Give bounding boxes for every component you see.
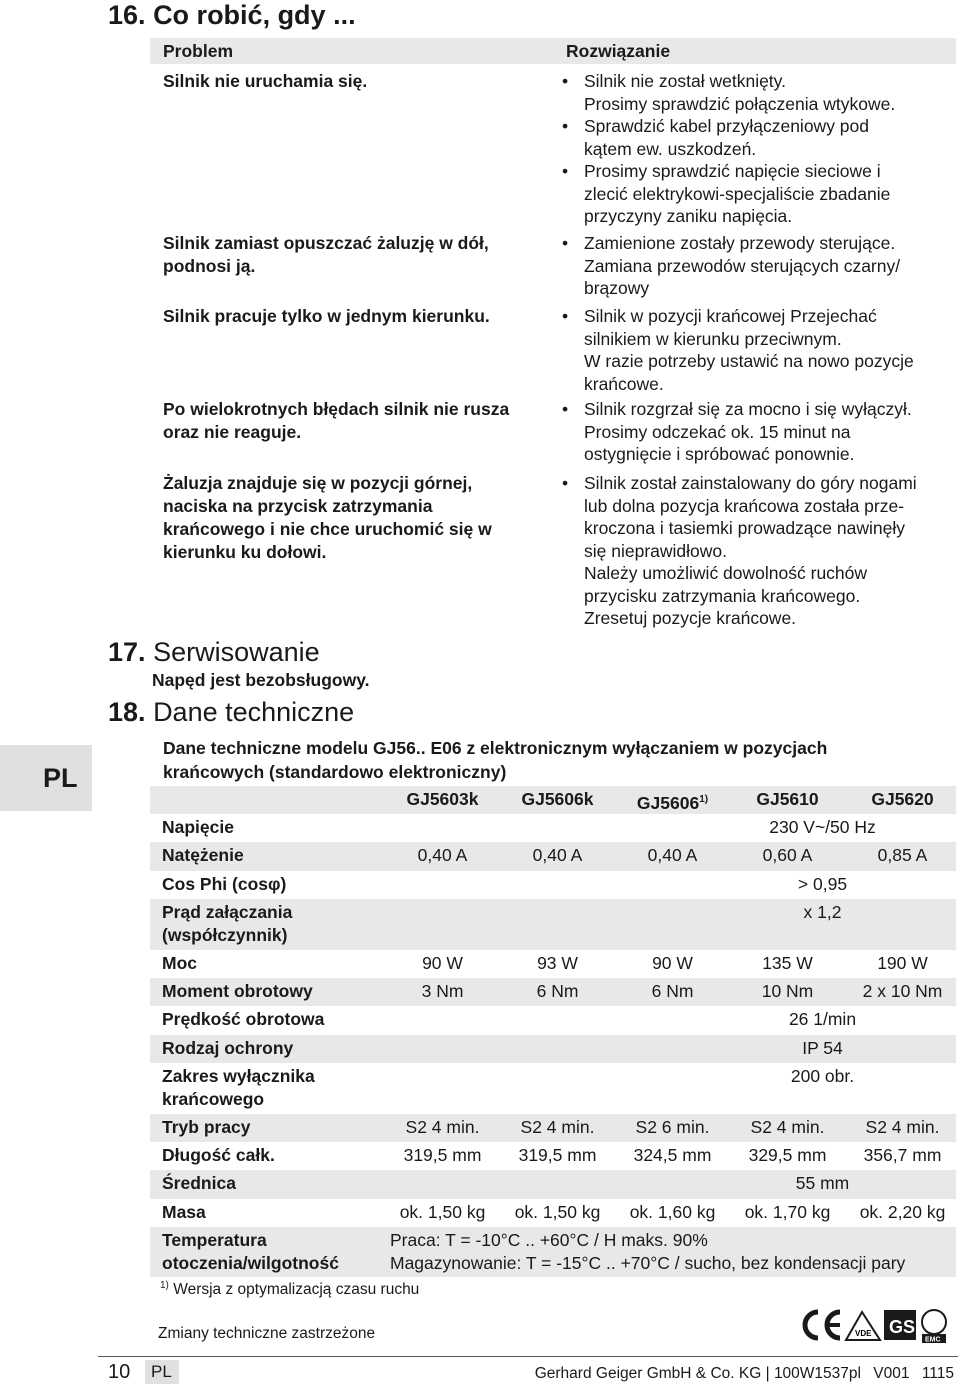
model-header	[730, 788, 845, 811]
footer-sep: |	[765, 1365, 774, 1382]
emc-text: EMC	[925, 1336, 941, 1344]
tech-cell: 135 W	[762, 953, 813, 973]
tech-cell: 6 Nm	[536, 981, 579, 1001]
changes-note: Zmiany techniczne zastrzeżone	[158, 1325, 376, 1342]
side-tab-label: PL	[43, 763, 78, 793]
solution-bullet-line: • Silnik został zainstalowany do góry nogami	[562, 472, 917, 495]
tech-label-line: Moc	[162, 953, 197, 973]
gs-logo	[884, 1310, 916, 1340]
maintenance-text: Napęd jest bezobsługowy.	[152, 670, 370, 690]
tech-row-label	[162, 1037, 293, 1060]
tech-cell: 356,7 mm	[863, 1145, 942, 1165]
tech-cell: 93 W	[537, 953, 578, 973]
tech-label-line: Moment obrotowy	[162, 981, 313, 1001]
vde-logo	[846, 1312, 880, 1340]
tech-span-cell: 55 mm	[795, 1173, 850, 1193]
problem-cell	[163, 398, 509, 444]
tech-cell: ok. 1,70 kg	[744, 1202, 831, 1222]
problem-line: Silnik pracuje tylko w jednym kierunku.	[163, 306, 490, 326]
problem-cell	[163, 472, 492, 564]
solution-bullet-line: • Silnik nie został wetknięty.	[562, 70, 895, 93]
section-number: 16.	[108, 0, 146, 30]
solution-line: Zresetuj pozycje krańcowe.	[584, 608, 797, 628]
section-number: 18.	[108, 697, 146, 727]
tech-row-label	[162, 1201, 206, 1224]
tech-cell: 0,85 A	[877, 845, 928, 865]
solution-bullet-line: • Prosimy sprawdzić napięcie sieciowe i	[562, 160, 895, 183]
solution-line: Zamiana przewodów sterujących czarny/	[584, 255, 901, 276]
problem-table-header	[150, 38, 956, 64]
solution-cell	[562, 305, 914, 395]
solution-line: Prosimy odczekać ok. 15 minut na	[584, 421, 851, 442]
model-name: GJ5620	[871, 789, 934, 809]
solution-line: przycisku zatrzymania krańcowego.	[584, 585, 861, 606]
tech-cell: ok. 1,50 kg	[399, 1202, 486, 1222]
tech-cell: ok. 2,20 kg	[859, 1202, 946, 1222]
tech-row	[150, 1035, 956, 1063]
problem-line: Silnik zamiast opuszczać żaluzję w dół,	[163, 233, 489, 253]
tech-cell: 324,5 mm	[633, 1145, 712, 1165]
footer-version: V001	[873, 1365, 910, 1382]
section-title: Co robić, gdy ...	[153, 0, 356, 30]
tech-span-cell: 26 1/min	[788, 1009, 857, 1029]
problem-cell	[163, 232, 489, 278]
tech-cell: S2 4 min.	[865, 1117, 940, 1137]
solution-line: krańcowe.	[584, 373, 664, 394]
tech-label-line: krańcowego	[162, 1089, 265, 1109]
tech-row	[150, 899, 956, 950]
tech-cell: S2 4 min.	[520, 1117, 595, 1137]
solution-bullet-line: • Zamienione zostały przewody sterujące.	[562, 232, 900, 255]
problem-cell	[163, 70, 367, 93]
footer-lang: PL	[151, 1362, 172, 1381]
tech-label-line: Średnica	[162, 1173, 236, 1193]
tech-intro-line1: Dane techniczne modelu GJ56.. E06 z elektronicznym wyłączaniem w pozycjach	[163, 738, 828, 758]
solution-cell	[562, 232, 900, 300]
tech-cell: 190 W	[877, 953, 928, 973]
solution-line: się nieprawidłowo.	[584, 540, 727, 561]
tech-label-line: otoczenia/wilgotność	[162, 1253, 339, 1273]
problem-line: oraz nie reaguje.	[163, 422, 302, 442]
solution-line: Prosimy sprawdzić połączenia wtykowe.	[584, 93, 896, 114]
tech-label-line: Prąd załączania	[162, 902, 293, 922]
header-problem: Problem	[163, 41, 234, 61]
solution-line: kroczona i tasiemki prowadzące nawinęły	[584, 518, 905, 538]
tech-label-line: Rodzaj ochrony	[162, 1038, 294, 1058]
model-name: GJ5610	[756, 789, 819, 809]
tech-cell: 10 Nm	[761, 981, 814, 1001]
tech-cell: 0,60 A	[762, 845, 813, 865]
tech-text-cell	[390, 1229, 905, 1275]
certification-logos-svg	[800, 1306, 950, 1344]
solution-line: kątem ew. uszkodzeń.	[584, 138, 757, 159]
tech-text-line: Praca: T = -10°C .. +60°C / H maks. 90%	[390, 1230, 708, 1250]
tech-span-cell: 230 V~/50 Hz	[769, 817, 876, 837]
tech-row-label	[162, 1172, 236, 1195]
tech-cell: ok. 1,60 kg	[629, 1202, 716, 1222]
solution-line: brązowy	[584, 278, 650, 298]
tech-label-line: (współczynnik)	[162, 925, 288, 945]
tech-label-line: Masa	[162, 1202, 206, 1222]
ce-logo	[805, 1312, 840, 1338]
problem-cell	[163, 305, 490, 328]
tech-row-label	[162, 1065, 315, 1111]
tech-cell: 90 W	[422, 953, 463, 973]
tech-row	[150, 950, 956, 978]
solution-line: zlecić elektrykowi-specjaliście zbadanie	[584, 183, 891, 204]
footnote	[160, 1280, 419, 1299]
certification-logos	[800, 1306, 950, 1344]
tech-span-cell: 200 obr.	[790, 1066, 855, 1086]
tech-row-label	[162, 844, 244, 867]
model-name: GJ5606k	[521, 789, 594, 809]
solution-bullet-line: • Silnik w pozycji krańcowej Przejechać	[562, 305, 914, 328]
solution-cell	[562, 472, 917, 630]
problem-line: kierunku ku dołowi.	[163, 542, 327, 562]
tech-cell: 319,5 mm	[403, 1145, 482, 1165]
solution-line: silnikiem w kierunku przeciwnym.	[584, 328, 842, 349]
solution-line: ostygnięcie i spróbować ponownie.	[584, 444, 855, 464]
page-number: 10	[108, 1361, 131, 1383]
section-title: Serwisowanie	[153, 637, 320, 667]
tech-span-cell: x 1,2	[803, 902, 842, 922]
solution-bullet-line: • Silnik rozgrzał się za mocno i się wyłączył.	[562, 398, 912, 421]
tech-cell: 0,40 A	[647, 845, 698, 865]
tech-label-line: Napięcie	[162, 817, 234, 837]
solution-line: przyczyny zaniku napięcia.	[584, 206, 793, 226]
tech-intro-line2: krańcowych (standardowo elektroniczny)	[163, 762, 507, 782]
tech-cell: 2 x 10 Nm	[862, 981, 943, 1001]
tech-row-label	[162, 901, 292, 947]
tech-row	[150, 1063, 956, 1114]
tech-cell: 6 Nm	[651, 981, 694, 1001]
footnote-mark: 1)	[160, 1280, 169, 1291]
tech-row-label	[162, 1144, 275, 1167]
tech-cell: S2 4 min.	[750, 1117, 825, 1137]
footer-info	[535, 1365, 954, 1383]
tech-row	[150, 814, 956, 842]
tech-label-line: Temperatura	[162, 1230, 267, 1250]
tech-row-label	[162, 1008, 324, 1031]
model-header	[615, 788, 730, 815]
tech-text-line: Magazynowanie: T = -15°C .. +70°C / sucho, bez kondensacji pary	[390, 1253, 906, 1273]
tech-row-label	[162, 952, 197, 975]
tech-row-label	[162, 816, 234, 839]
model-footnote-mark: 1)	[699, 794, 709, 805]
tech-row-label	[162, 1229, 339, 1275]
tech-label-line: Zakres wyłącznika	[162, 1066, 315, 1086]
footer-date-code: 1115	[921, 1365, 954, 1382]
tech-cell: 3 Nm	[421, 981, 464, 1001]
model-name: GJ5606	[636, 792, 700, 813]
tech-row	[150, 1170, 956, 1199]
tech-span-cell: IP 54	[802, 1038, 843, 1058]
section-17-heading	[108, 637, 320, 668]
model-name: GJ5603k	[406, 789, 479, 809]
tech-row	[150, 1006, 956, 1035]
tech-label-line: Cos Phi (cosφ)	[162, 874, 287, 894]
section-title: Dane techniczne	[153, 697, 355, 727]
tech-span-cell: > 0,95	[797, 874, 848, 894]
tech-header-row	[150, 786, 956, 814]
tech-row-label	[162, 873, 286, 896]
tech-label-line: Natężenie	[162, 845, 244, 865]
problem-line: podnosi ją.	[163, 256, 256, 276]
tech-cell: S2 4 min.	[405, 1117, 480, 1137]
tech-cell: 329,5 mm	[748, 1145, 827, 1165]
footer-company: Gerhard Geiger GmbH & Co. KG	[534, 1365, 762, 1382]
vde-text: VDE	[855, 1329, 872, 1338]
section-18-heading	[108, 697, 354, 728]
tech-label-line: Tryb pracy	[162, 1117, 251, 1137]
problem-line: Żaluzja znajduje się w pozycji górnej,	[163, 473, 473, 493]
tech-row	[150, 842, 956, 871]
section-number: 17.	[108, 637, 146, 667]
model-header	[385, 788, 500, 811]
solution-line: Należy umożliwić dowolność ruchów	[584, 563, 868, 583]
tech-cell: S2 6 min.	[635, 1117, 710, 1137]
solution-bullet-line: • Sprawdzić kabel przyłączeniowy pod	[562, 115, 895, 138]
problem-line: Po wielokrotnych błędach silnik nie rusza	[163, 399, 510, 419]
emc-logo	[922, 1310, 946, 1344]
model-header	[500, 788, 615, 811]
tech-row	[150, 978, 956, 1006]
tech-label-line: Prędkość obrotowa	[162, 1009, 325, 1029]
tech-row	[150, 871, 956, 899]
model-header	[845, 788, 960, 811]
problem-line: Silnik nie uruchamia się.	[163, 71, 368, 91]
gs-text: GS	[889, 1317, 916, 1337]
tech-cell: ok. 1,50 kg	[514, 1202, 601, 1222]
tech-row	[150, 1114, 956, 1142]
tech-cell: 90 W	[652, 953, 693, 973]
tech-cell: 319,5 mm	[518, 1145, 597, 1165]
language-side-tab	[0, 745, 92, 811]
footer-doc-code: 100W1537pl	[773, 1365, 861, 1382]
tech-row	[150, 1142, 956, 1170]
section-16-heading	[108, 0, 356, 31]
tech-cell: 0,40 A	[532, 845, 583, 865]
tech-row	[150, 1199, 956, 1227]
tech-row-label	[162, 1116, 251, 1139]
problem-line: krańcowego i nie chce uruchomić się w	[163, 519, 492, 539]
solution-cell	[562, 398, 912, 466]
tech-label-line: Długość całk.	[162, 1145, 275, 1165]
footer-lang-badge	[145, 1360, 179, 1384]
solution-line: lub dolna pozycja krańcowa została prze-	[584, 495, 905, 516]
problem-line: naciska na przycisk zatrzymania	[163, 496, 433, 516]
header-solution: Rozwiązanie	[566, 41, 671, 61]
tech-cell: 0,40 A	[417, 845, 468, 865]
footer-rule	[98, 1356, 958, 1357]
solution-line: W razie potrzeby ustawić na nowo pozycje	[584, 351, 914, 371]
tech-row	[150, 1227, 956, 1277]
footnote-text: Wersja z optymalizacją czasu ruchu	[173, 1281, 420, 1299]
solution-cell	[562, 70, 895, 228]
tech-row-label	[162, 980, 313, 1003]
